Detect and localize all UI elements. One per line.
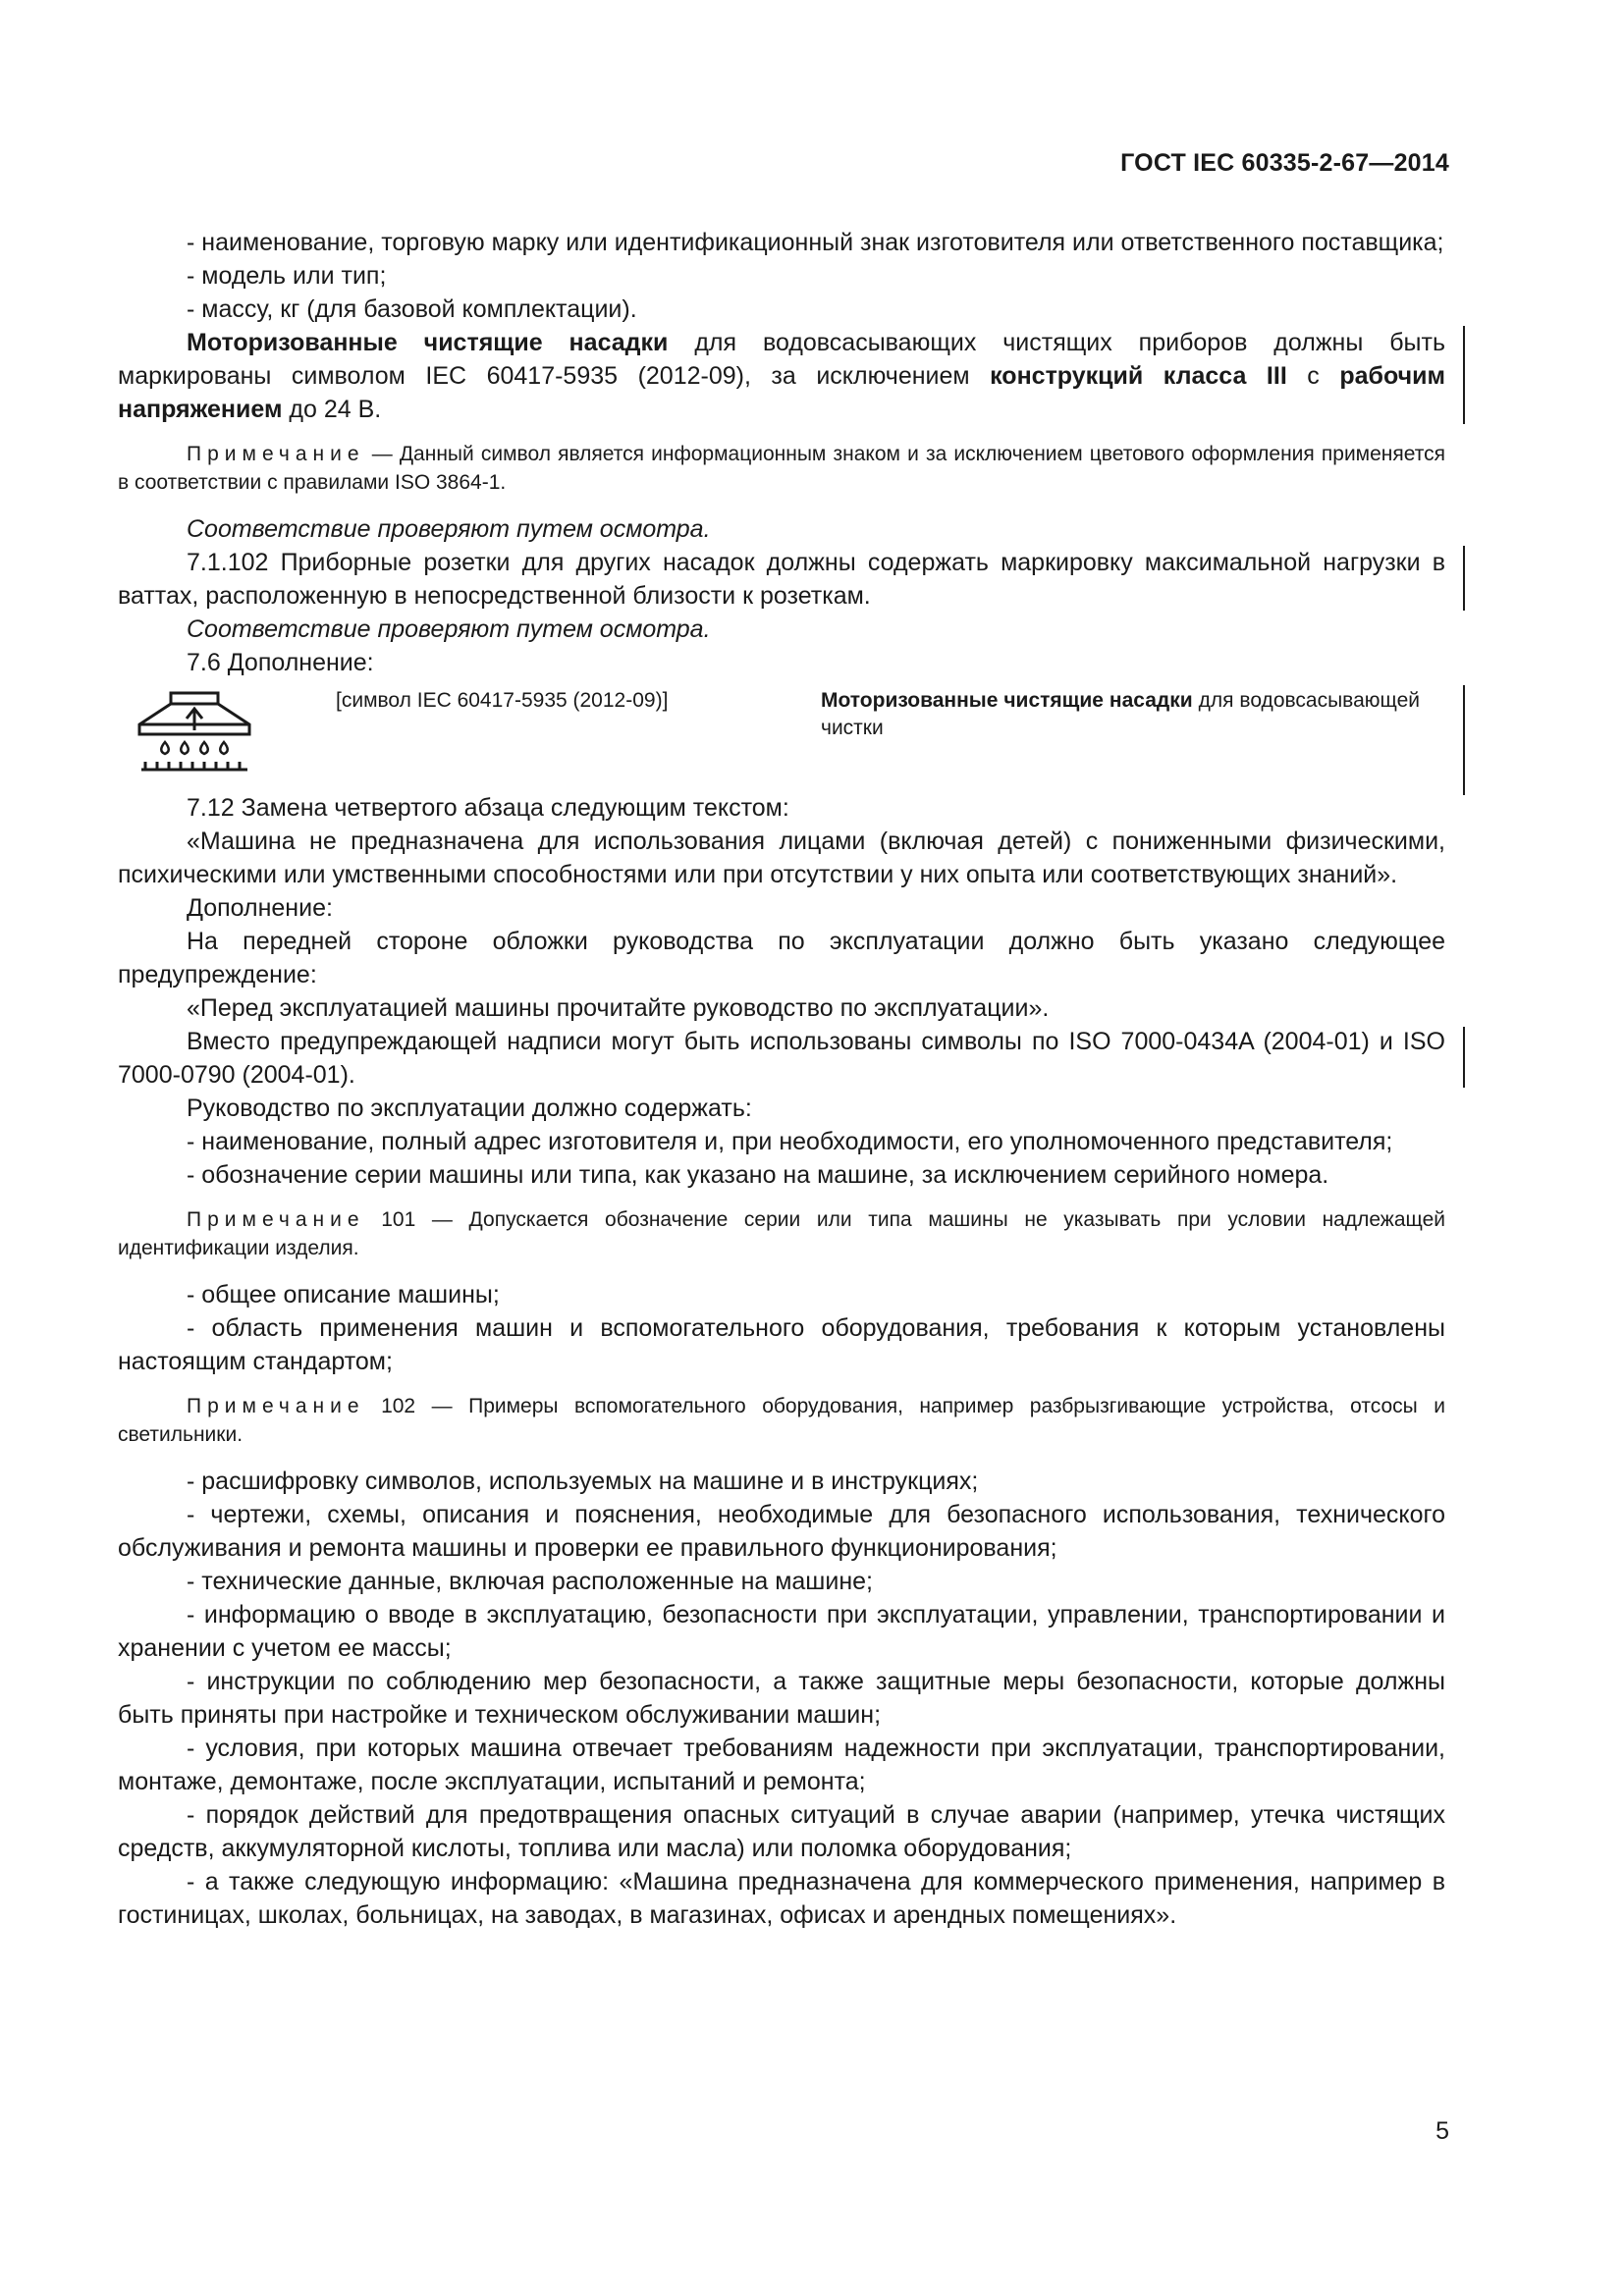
clause-heading: 7.6 Дополнение: [187, 649, 374, 676]
list-item: - информацию о вводе в эксплуатацию, безопасности при эксплуатации, управлении, транспортировании и хранении с учетом ее массы; [118, 1601, 1445, 1662]
note [118, 1392, 1445, 1449]
note-label: Примечание [187, 443, 365, 465]
page-number: 5 [1435, 2117, 1449, 2145]
list-item: - общее описание машины; [187, 1281, 500, 1308]
list-item: - расшифровку символов, используемых на машине и в инструкциях; [187, 1468, 979, 1495]
list-item: - наименование, полный адрес изготовителя и, при необходимости, его уполномоченного представителя; [187, 1128, 1393, 1155]
note-text: 102 — Примеры вспомогательного оборудования, например разбрызгивающие устройства, отсосы и светильники. [118, 1395, 1445, 1446]
note [118, 440, 1445, 497]
note [118, 1205, 1445, 1262]
paragraph [118, 1025, 1445, 1092]
list-item: - наименование, торговую марку или идентификационный знак изготовителя или ответственного поставщика; [187, 229, 1444, 256]
clause-text: 7.1.102 Приборные розетки для других насадок должны содержать маркировку максимальной нагрузки в ваттах, расположенную в непосредственной близости к розеткам. [118, 549, 1445, 610]
conformity-check: Соответствие проверяют путем осмотра. [187, 615, 711, 643]
marking-paragraph [118, 326, 1445, 426]
document-body [118, 226, 1445, 1932]
note-label: Примечание [187, 1395, 365, 1417]
note-text: — Данный символ является информационным знаком и за исключением цветового оформления применяется в соответствии с правилами ISO 3864-1. [118, 443, 1445, 494]
symbol-description [821, 687, 1420, 742]
conformity-check: Соответствие проверяют путем осмотра. [187, 515, 711, 543]
change-bar [1463, 1027, 1465, 1088]
list-item: - обозначение серии машины или типа, как указано на машине, за исключением серийного номера. [187, 1161, 1329, 1189]
note-text: 101 — Допускается обозначение серии или типа машины не указывать при условии надлежащей идентификации изделия. [118, 1208, 1445, 1259]
note-label: Примечание [187, 1208, 365, 1231]
clause-heading: 7.12 Замена четвертого абзаца следующим текстом: [187, 794, 789, 822]
document-header: ГОСТ IEC 60335-2-67—2014 [1120, 149, 1449, 177]
change-bar [1463, 685, 1465, 795]
paragraph: Дополнение: [187, 894, 333, 922]
change-bar [1463, 326, 1465, 424]
list-item: - условия, при которых машина отвечает требованиям надежности при эксплуатации, транспортировании, монтаже, демонтаже, после эксплуатации, испытаний и ремонта; [118, 1735, 1445, 1795]
term-bold: Моторизованные чистящие насадки [187, 329, 669, 356]
symbol-table-row [118, 685, 1445, 783]
clause-paragraph [118, 546, 1445, 613]
term-bold: рабочим напряжением [118, 362, 1445, 423]
change-bar [1463, 546, 1465, 611]
quote-paragraph: «Машина не предназначена для использования лицами (включая детей) с пониженными физическими, психическими или умственными способностями или при отсутствии у них опыта или соответствующих знаний». [118, 828, 1445, 888]
text-fragment: Вместо предупреждающей надписи могут быть использованы символы по ISO 7000-0434A (2004-01) и ISO 7000-0790 (2004-01). [118, 1028, 1445, 1089]
text-fragment: с [1286, 362, 1340, 390]
list-item: - область применения машин и вспомогательного оборудования, требования к которым установлены настоящим стандартом; [118, 1314, 1445, 1375]
term-bold: Моторизованные чистящие насадки [821, 689, 1193, 712]
text-fragment: для водовсасывающей чистки [821, 689, 1420, 739]
list-item: - модель или тип; [187, 262, 387, 290]
symbol-reference: [символ IEC 60417-5935 (2012-09)] [336, 689, 669, 712]
text-fragment: до 24 В. [282, 396, 382, 423]
list-item: - инструкции по соблюдению мер безопасности, а также защитные меры безопасности, которые должны быть приняты при настройке и техническом обслуживании машин; [118, 1668, 1445, 1729]
list-item: - порядок действий для предотвращения опасных ситуаций в случае аварии (например, утечка чистящих средств, аккумуляторной кислоты, топлива или масла) или поломка оборудования; [118, 1801, 1445, 1862]
motorized-cleaning-head-icon [135, 689, 253, 777]
term-bold: конструкций класса III [990, 362, 1287, 390]
list-item: - технические данные, включая расположенные на машине; [187, 1568, 873, 1595]
list-item: - массу, кг (для базовой комплектации). [187, 295, 637, 323]
paragraph: Руководство по эксплуатации должно содержать: [187, 1095, 752, 1122]
list-item: - чертежи, схемы, описания и пояснения, необходимые для безопасного использования, технического обслуживания и ремонта машины и проверки ее правильного функционирования; [118, 1501, 1445, 1562]
list-item: - а также следующую информацию: «Машина предназначена для коммерческого применения, например в гостиницах, школах, больницах, на заводах, в магазинах, офисах и арендных помещениях». [118, 1868, 1445, 1929]
quote-paragraph: «Перед эксплуатацией машины прочитайте руководство по эксплуатации». [187, 994, 1050, 1022]
paragraph: На передней стороне обложки руководства по эксплуатации должно быть указано следующее предупреждение: [118, 928, 1445, 988]
text-fragment: для водовсасывающих чистящих приборов должны быть маркированы символом IEC 60417-5935 (2012-09), за исключением [118, 329, 1445, 390]
